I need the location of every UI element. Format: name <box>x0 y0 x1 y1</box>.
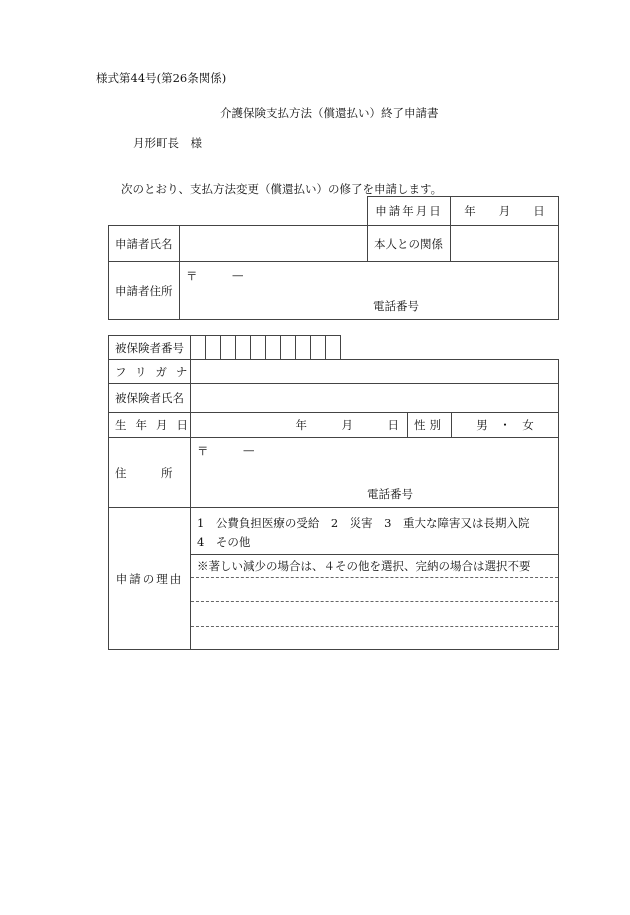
furigana-field[interactable] <box>191 360 559 384</box>
digit-box[interactable] <box>251 335 266 359</box>
digit-box[interactable] <box>221 335 236 359</box>
insured-number-field[interactable] <box>191 336 559 360</box>
digit-box[interactable] <box>266 335 281 359</box>
insured-address-label: 住 所 <box>109 438 191 508</box>
reason-label: 申請の理由 <box>109 508 191 650</box>
reason-options-line1: 1 公費負担医療の受給 2 災害 3 重大な障害又は長期入院 <box>197 516 530 530</box>
date-label: 申請年月日 <box>368 197 451 226</box>
applicant-name-field[interactable] <box>180 226 368 262</box>
postal-mark: 〒 <box>186 269 198 283</box>
postal-dash: — <box>232 268 244 282</box>
birth-field[interactable]: 年 月 日 <box>191 413 408 438</box>
applicant-name-label: 申請者氏名 <box>109 226 180 262</box>
digit-box[interactable] <box>206 335 221 359</box>
relation-field[interactable] <box>451 226 559 262</box>
digit-box[interactable] <box>281 335 296 359</box>
insured-table <box>108 335 559 650</box>
reason-line[interactable] <box>191 601 558 602</box>
reason-line[interactable] <box>191 577 558 578</box>
digit-box[interactable] <box>296 335 311 359</box>
relation-label: 本人との関係 <box>368 226 451 262</box>
postal-dash: — <box>243 443 255 457</box>
gender-field[interactable]: 男 ・ 女 <box>452 413 559 438</box>
applicant-address-field[interactable] <box>180 262 559 320</box>
form-number: 様式第44号(第26条関係) <box>96 71 227 85</box>
applicant-table <box>108 196 559 320</box>
digit-box[interactable] <box>311 335 326 359</box>
intro-text: 次のとおり、支払方法変更（償還払い）の修了を申請します。 <box>121 182 443 196</box>
phone-label: 電話番号 <box>367 487 413 501</box>
insured-name-field[interactable] <box>191 384 559 413</box>
insured-name-label: 被保険者氏名 <box>109 384 191 413</box>
birth-label: 生年月日 <box>109 413 191 438</box>
digit-box[interactable] <box>326 335 341 359</box>
insured-address-field[interactable] <box>191 438 559 508</box>
digit-box[interactable] <box>191 335 206 359</box>
digit-box[interactable] <box>236 335 251 359</box>
addressee: 月形町長 様 <box>133 136 202 150</box>
date-field[interactable]: 年 月 日 <box>451 197 559 226</box>
blank-cell <box>109 197 180 226</box>
phone-label: 電話番号 <box>373 299 419 313</box>
reason-divider <box>191 554 558 555</box>
reason-line[interactable] <box>191 626 558 627</box>
postal-mark: 〒 <box>197 444 209 458</box>
blank-cell <box>180 197 368 226</box>
form-title: 介護保険支払方法（償還払い）終了申請書 <box>220 106 439 120</box>
applicant-address-label: 申請者住所 <box>109 262 180 320</box>
reason-options-line2: 4 その他 <box>197 535 251 549</box>
insured-number-label: 被保険者番号 <box>109 336 191 360</box>
gender-label: 性別 <box>408 413 452 438</box>
reason-field[interactable] <box>191 508 559 650</box>
reason-note: ※著しい減少の場合は、４その他を選択、完納の場合は選択不要 <box>197 559 531 573</box>
furigana-label: フリガナ <box>109 360 191 384</box>
